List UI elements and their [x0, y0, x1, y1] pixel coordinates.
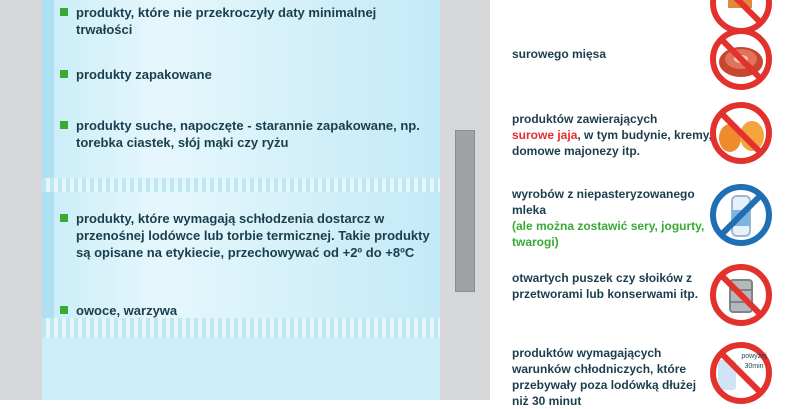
fridge-shelf: [42, 318, 440, 338]
bullet-icon: [60, 214, 68, 222]
raw-meat-text: surowego mięsa: [512, 47, 607, 61]
raw-eggs-text-post: , w tym budynie, kremy, domowe majonezy itp.: [512, 128, 712, 158]
no-open-cans-icon: [708, 262, 774, 328]
fridge-item-text: produkty, które nie przekroczyły daty minimalnej trwałości: [76, 5, 377, 37]
chilled-text: produktów wymagających warunków chłodniczych, które przebywały poza lodówką dłużej niż 30 minut: [512, 346, 697, 408]
no-raw-meat-icon: [708, 26, 774, 92]
bullet-icon: [60, 70, 68, 78]
raw-eggs-text: [512, 111, 712, 159]
fridge-item: [62, 66, 432, 83]
timer-label: powyżej: [741, 353, 767, 360]
fridge-item-text: produkty zapakowane: [76, 67, 212, 82]
fridge-drawer: [42, 338, 440, 400]
raw-eggs-highlight: surowe jaja: [512, 128, 578, 142]
milk-exception: (ale można zostawić sery, jogurty, twarogi): [512, 219, 705, 249]
raw-eggs-text-pre: produktów zawierających: [512, 112, 658, 126]
no-warm-chilled-products-icon: [708, 340, 774, 406]
fridge-handle: [455, 130, 475, 292]
no-raw-eggs-icon: [708, 100, 774, 166]
bullet-icon: [60, 121, 68, 129]
fridge-item-text: produkty suche, napoczęte - starannie zapakowane, np. torebka ciastek, słój mąki czy ryżu: [76, 118, 420, 150]
milk-text: [512, 186, 712, 250]
timer-value: 30min: [744, 363, 764, 370]
fridge-item: [62, 4, 432, 38]
cans-text: otwartych puszek czy słoików z przetworami lub konserwami itp.: [512, 271, 699, 301]
bullet-icon: [60, 306, 68, 314]
fridge-item: [62, 117, 432, 151]
fridge-item: [62, 302, 432, 319]
fridge-item-text: owoce, warzywa: [76, 303, 178, 318]
bullet-icon: [60, 8, 68, 16]
no-unpasteurized-milk-icon: [708, 182, 774, 248]
fridge-item-text: produkty, które wymagają schłodzenia dostarcz w przenośnej lodówce lub torbie termicznej. Takie produkty są opisane na etykiecie, przechowywać od +2º do +8ºC: [76, 211, 430, 260]
milk-text-main: wyrobów z niepasteryzowanego mleka: [512, 187, 695, 217]
fridge-shelf: [42, 178, 440, 192]
fridge-item: [62, 210, 432, 261]
